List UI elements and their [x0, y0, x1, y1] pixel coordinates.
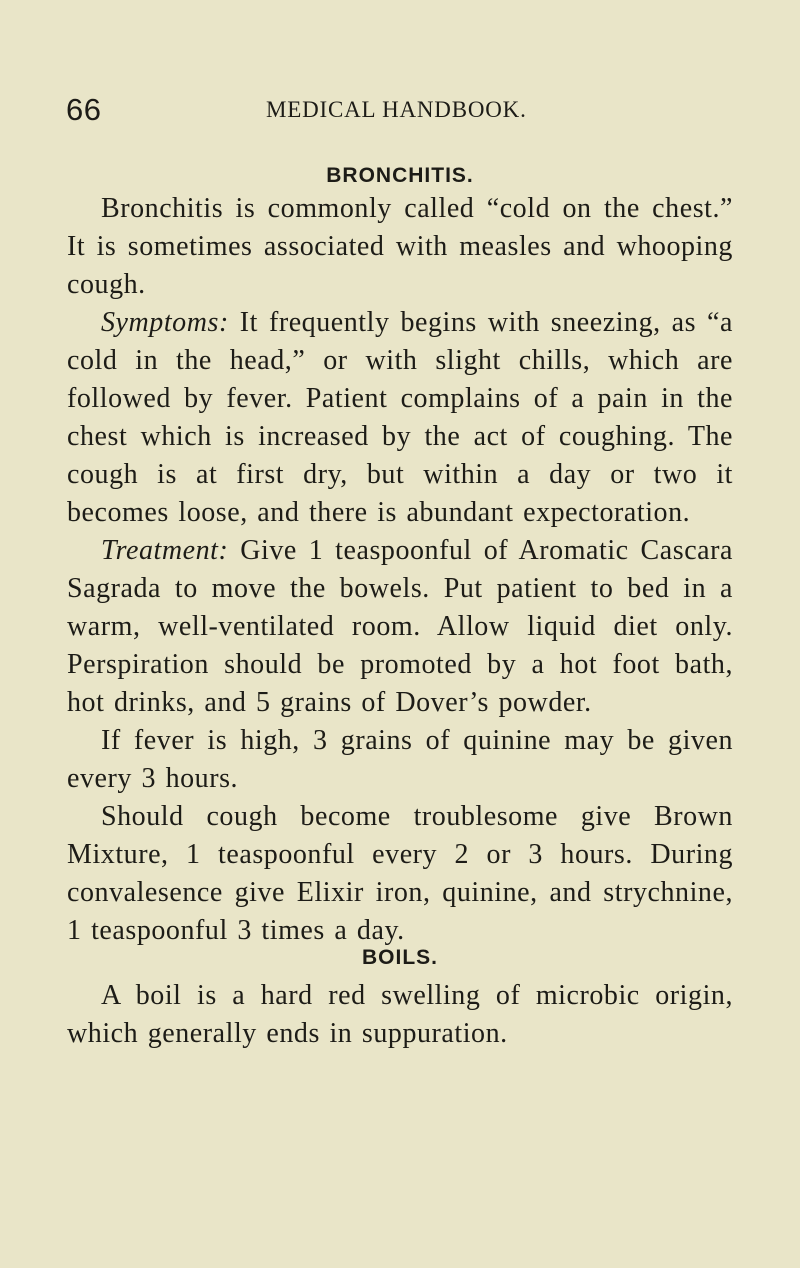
boils-paragraph [67, 977, 733, 1053]
boils-heading: BOILS. [361, 946, 438, 970]
boils-text: A boil is a hard red swelling of microbic origin, which generally ends in suppuration. [67, 980, 733, 1049]
fever-text: If fever is high, 3 grains of quinine may be given every 3 hours. [67, 725, 733, 794]
boils-section [67, 977, 733, 1053]
treatment-paragraph [67, 532, 733, 722]
treatment-text: Give 1 teaspoonful of Aromatic Cascara Sagrada to move the bowels. Put patient to bed in a warm, well-ventilated room. Allow liquid diet only. Perspiration should be promoted by a hot foot bath, hot drinks, and 5 grains of Dover’s powder. [67, 535, 733, 718]
symptoms-text: It frequently begins with sneezing, as “a cold in the head,” or with slight chills, which are followed by fever. Patient complains of a pain in the chest which is increased by the act of coughing. The cough is at first dry, but within a day or two it becomes loose, and there is abundant expectoration. [67, 307, 733, 528]
treatment-label: Treatment: [101, 535, 229, 566]
cough-text: Should cough become troublesome give Brown Mixture, 1 teaspoonful every 2 or 3 hours. During convalesence give Elixir iron, quinine, and strychnine, 1 teaspoonful 3 times a day. [67, 801, 733, 946]
cough-paragraph [67, 798, 733, 950]
bronchitis-intro-paragraph [67, 190, 733, 304]
fever-paragraph [67, 722, 733, 798]
bronchitis-section [67, 190, 733, 950]
bronchitis-heading: BRONCHITIS. [326, 164, 474, 188]
symptoms-label: Symptoms: [101, 307, 229, 338]
symptoms-paragraph [67, 304, 733, 532]
running-title: MEDICAL HANDBOOK. [266, 97, 527, 122]
page-number: 66 [66, 92, 102, 127]
bronchitis-intro-text: Bronchitis is commonly called “cold on the chest.” It is sometimes associated with measles and whooping cough. [67, 193, 733, 300]
running-head [66, 92, 732, 132]
